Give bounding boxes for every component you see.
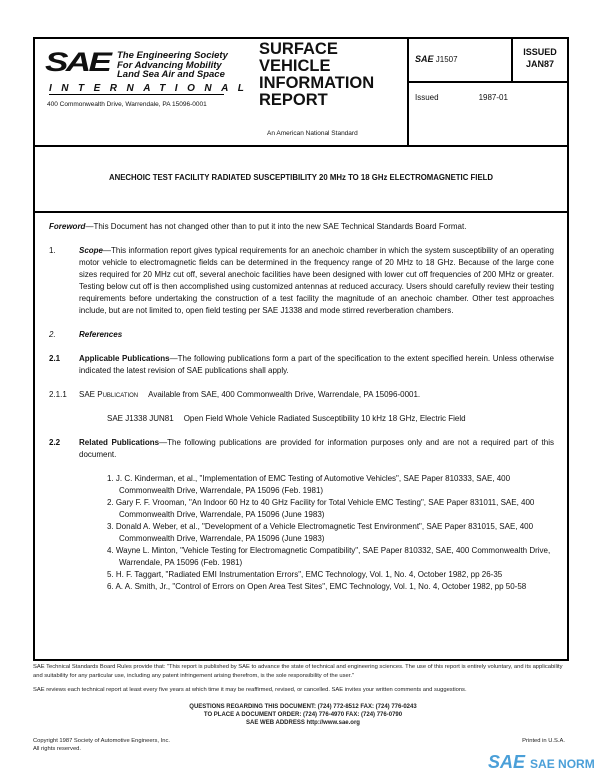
section-label: Applicable Publications bbox=[79, 354, 170, 363]
section-text: —This information report gives typical requirements for an anechoic chamber in which the system susceptibility of an operating motor vehicle to electromagnetic fields can be determined in the frequency range of 20 MHz to 18 GHz. Because of the large cone sizes required for 20 MHz cut off, several anechoic facilities have been designed with lower cut off frequencies of 200 MHz or greater. Testing below cut off is then accomplished using customized antennas at reduced accuracy. Users should carefully review their testing requirements before undertaking the construction of a test facility the magnitude of an anechoic chamber. Other test approaches include, but are not limited to, open field testing per SAE J1338 and mode stirred reverberation chambers. bbox=[79, 246, 554, 315]
section-number: 2. bbox=[49, 330, 56, 339]
review-text: SAE reviews each technical report at least every five years at which time it may be reaffirmed, revised, or cancelled. SAE invites your written comments and suggestions. bbox=[33, 687, 467, 693]
issued-date: 1987-01 bbox=[478, 93, 508, 102]
related-publications-list bbox=[107, 473, 554, 593]
section-label: Scope bbox=[79, 246, 104, 255]
publication-id: SAE J1338 JUN81 bbox=[107, 414, 174, 423]
report-type-line: INFORMATION bbox=[259, 74, 375, 92]
section-label: SAE Publication bbox=[79, 390, 139, 399]
sae-norm-watermark bbox=[488, 752, 595, 774]
document-body bbox=[49, 221, 554, 593]
section-number: 2.2 bbox=[49, 438, 61, 447]
issued-cell bbox=[511, 39, 567, 83]
scope-section bbox=[49, 245, 554, 317]
section-number: 2.1 bbox=[49, 354, 61, 363]
report-type-line: VEHICLE bbox=[259, 57, 331, 75]
header bbox=[35, 39, 567, 147]
report-type-line: REPORT bbox=[259, 91, 328, 109]
foreword-label: Foreword bbox=[49, 222, 86, 231]
document-title: ANECHOIC TEST FACILITY RADIATED SUSCEPTIBILITY 20 MHz TO 18 GHz ELECTROMAGNETIC FIELD bbox=[35, 145, 567, 213]
references-heading bbox=[49, 329, 554, 341]
sae-logo bbox=[45, 47, 255, 108]
section-2-1 bbox=[49, 353, 554, 377]
applicable-publication bbox=[107, 413, 554, 425]
issued-code: JAN87 bbox=[525, 59, 554, 69]
foreword bbox=[49, 221, 554, 233]
doc-prefix: SAE bbox=[415, 54, 434, 64]
ansi-label: An American National Standard bbox=[267, 130, 358, 137]
issued-heading: ISSUED bbox=[523, 47, 557, 57]
copyright: Copyright 1987 Society of Automotive Engineers, Inc. bbox=[33, 737, 170, 744]
section-label: References bbox=[79, 330, 123, 339]
issued-label: Issued bbox=[415, 93, 439, 102]
order-line: TO PLACE A DOCUMENT ORDER: (724) 776-4970 FAX: (724) 776-0790 bbox=[203, 711, 403, 718]
logo-mark: SAE bbox=[45, 47, 110, 77]
questions-line: QUESTIONS REGARDING THIS DOCUMENT: (724) 772-8512 FAX: (724) 776-0243 bbox=[189, 703, 417, 710]
issued-row bbox=[415, 93, 548, 102]
doc-id bbox=[409, 39, 513, 83]
section-label: Related Publications bbox=[79, 438, 160, 447]
copyright-row bbox=[33, 737, 573, 754]
list-item: 2. Gary F. F. Vrooman, "An Indoor 60 Hz to 40 GHz Facility for Total Vehicle EMC Testing", SAE Paper 831011, SAE, 400 Commonwealth Drive, Warrendale, PA 15096 (June 1983) bbox=[107, 498, 535, 519]
watermark-text: SAE NORM bbox=[530, 757, 595, 771]
list-item: 3. Donald A. Weber, et al., "Development of a Vehicle Electromagnetic Test Environment", SAE Paper 831015, SAE, 400 Commonwealth Drive, Warrendale, PA 15096 (June 1983) bbox=[107, 522, 534, 543]
tagline-line: The Engineering Society bbox=[117, 50, 228, 61]
report-type bbox=[259, 41, 374, 109]
document-frame bbox=[33, 37, 569, 661]
doc-number-cell bbox=[407, 39, 513, 145]
address: 400 Commonwealth Drive, Warrendale, PA 15096-0001 bbox=[47, 101, 207, 108]
list-item: 5. H. F. Taggart, "Radiated EMI Instrumentation Errors", EMC Technology, Vol. 1, No. 4, October 1982, pp 26-35 bbox=[107, 570, 503, 579]
list-item: 6. A. A. Smith, Jr., "Control of Errors on Open Area Test Sites", EMC Technology, Vol. 1, No. 4, October 1982, pp 50-58 bbox=[107, 582, 527, 591]
list-item: 1. J. C. Kinderman, et al., "Implementation of EMC Testing of Automotive Vehicles", SAE Paper 810333, SAE, 400 Commonwealth Drive, Warrendale, PA 15096 (Feb. 1981) bbox=[107, 474, 511, 495]
publication-title: Open Field Whole Vehicle Radiated Susceptibility 10 kHz 18 GHz, Electric Field bbox=[183, 414, 466, 423]
report-type-line: SURFACE bbox=[259, 40, 338, 58]
society-tagline bbox=[117, 51, 228, 80]
foreword-text: —This Document has not changed other than to put it into the new SAE Technical Standards Board Format. bbox=[85, 222, 467, 231]
tagline-line: Land Sea Air and Space bbox=[117, 69, 225, 80]
section-text: —The following publications form a part of the specification to the extent specified herein. Unless otherwise indicated the latest revision of SAE publications shall apply. bbox=[79, 354, 554, 375]
footer bbox=[33, 663, 573, 753]
contact-block bbox=[33, 703, 573, 727]
printed-in: Printed in U.S.A. bbox=[522, 737, 565, 744]
section-text: Available from SAE, 400 Commonwealth Drive, Warrendale, PA 15096-0001. bbox=[148, 390, 421, 399]
watermark-logo: SAE bbox=[488, 752, 526, 772]
section-number: 1. bbox=[49, 246, 56, 255]
rules-text: SAE Technical Standards Board Rules provide that: "This report is published by SAE to advance the state of technical and engineering sciences. The use of this report is entirely voluntary, and its applicability and suitability for any particular use, including any patent infringement arising therefrom, is the sole responsibility of the user." bbox=[33, 664, 563, 679]
list-item: 4. Wayne L. Minton, "Vehicle Testing for Electromagnetic Compatibility", SAE Paper 810332, SAE, 400 Commonwealth Drive, Warrendale, PA 15096 (Feb. 1981) bbox=[107, 546, 551, 567]
tagline-line: For Advancing Mobility bbox=[117, 59, 222, 71]
doc-number: J1507 bbox=[435, 55, 458, 64]
section-2-1-1 bbox=[49, 389, 554, 401]
section-number: 2.1.1 bbox=[49, 390, 67, 399]
section-text: —The following publications are provided for information purposes only and are not a required part of this document. bbox=[79, 438, 554, 459]
international-label: INTERNATIONAL bbox=[49, 83, 254, 94]
rights: All rights reserved. bbox=[33, 746, 82, 752]
section-2-2 bbox=[49, 437, 554, 461]
web-address: SAE WEB ADDRESS http://www.sae.org bbox=[246, 719, 360, 726]
